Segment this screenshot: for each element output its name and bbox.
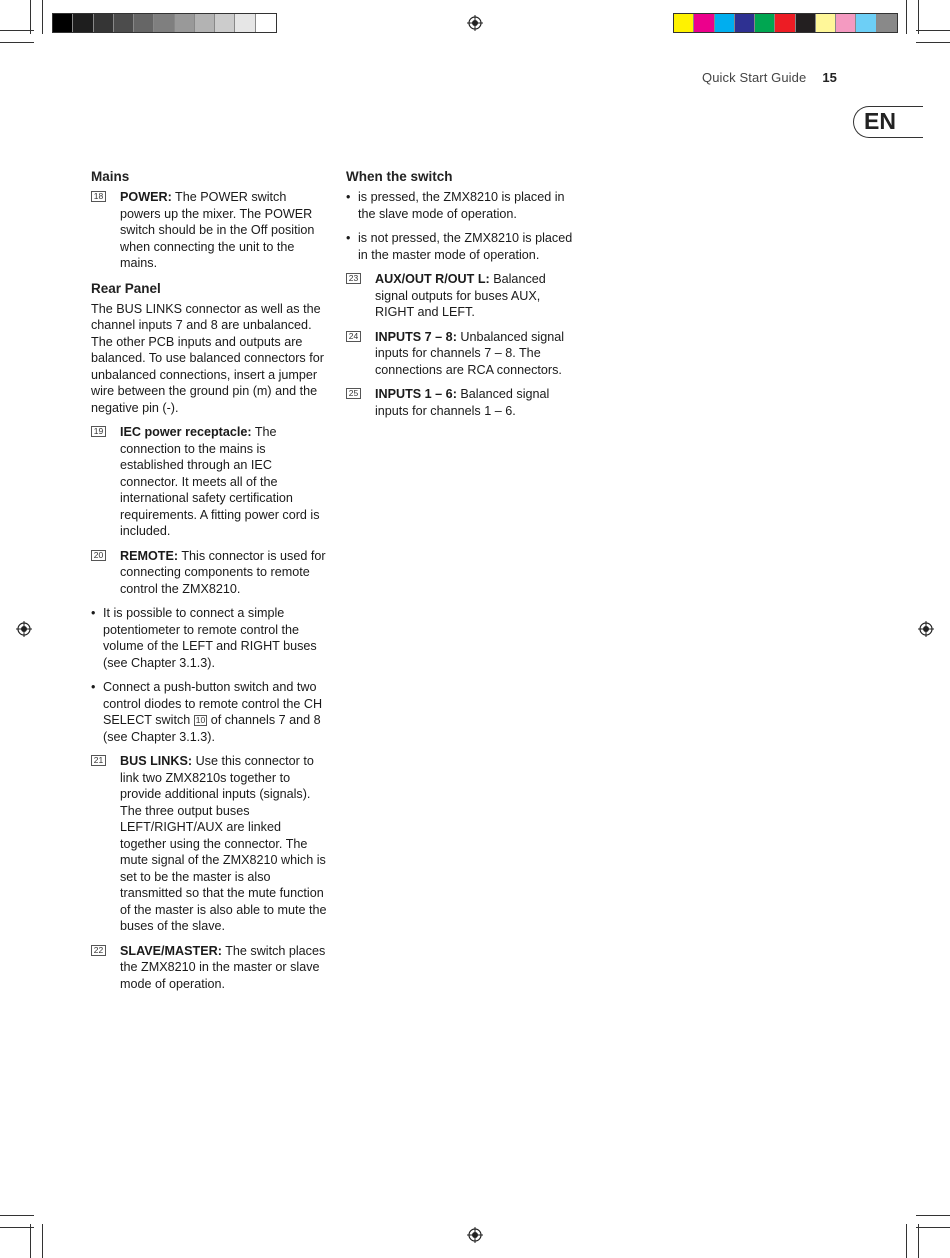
color-swatch-bar (673, 13, 898, 33)
item-25 (346, 386, 582, 419)
guide-title: Quick Start Guide (702, 70, 807, 85)
item-22 (91, 943, 329, 993)
item-label: IEC power receptacle: (120, 425, 252, 439)
grayscale-swatch-bar (52, 13, 277, 33)
bullet-text: of channels 7 and 8 (see Chapter 3.1.3). (103, 713, 321, 744)
item-label: INPUTS 7 – 8: (375, 329, 457, 344)
crop-mark (906, 1224, 907, 1258)
item-20 (91, 548, 329, 598)
color-swatch (836, 14, 856, 32)
item-19 (91, 424, 329, 540)
crop-mark (0, 42, 34, 43)
item-24 (346, 329, 582, 379)
color-swatch (256, 14, 276, 32)
item-text: The switch places the ZMX8210 in the master or slave mode of operation. (120, 943, 326, 991)
crop-mark (916, 42, 950, 43)
running-header (702, 70, 837, 85)
registration-mark-icon (16, 621, 32, 637)
item-number: 22 (91, 945, 106, 956)
bullet-text: Connect a push-button switch and two control diodes to remote control the CH SELECT switch (103, 680, 323, 727)
page-number: 15 (822, 70, 837, 85)
color-swatch (175, 14, 195, 32)
bullet-item: • It is possible to connect a simple potentiometer to remote control the volume of the LEFT and RIGHT buses (see Chapter 3.1.3). (91, 605, 329, 671)
item-label: AUX/OUT R/OUT L: (375, 272, 490, 286)
crop-mark (42, 1224, 43, 1258)
item-text: Balanced signal inputs for channels 1 – 6. (375, 387, 550, 418)
item-18 (91, 189, 329, 272)
language-tab: EN (853, 106, 923, 138)
rear-panel-paragraph: The BUS LINKS connector as well as the channel inputs 7 and 8 are unbalanced. The other PCB inputs and outputs are balanced. To use balanced connectors for unbalanced connections, insert a jumper wire between the ground pin (m) and the negative pin (-). (91, 301, 324, 415)
crop-mark (0, 1227, 34, 1228)
item-text: Unbalanced signal inputs for channels 7 – 8. The connections are RCA connectors. (375, 329, 565, 377)
color-swatch (755, 14, 775, 32)
item-label: INPUTS 1 – 6: (375, 387, 457, 401)
registration-mark-icon (467, 15, 483, 31)
color-swatch (775, 14, 795, 32)
crop-mark (918, 1224, 919, 1258)
mains-heading: Mains (91, 169, 130, 184)
item-21 (91, 753, 329, 935)
color-swatch (735, 14, 755, 32)
crop-mark (42, 0, 43, 34)
crop-mark (30, 1224, 31, 1258)
item-label: SLAVE/MASTER: (120, 943, 222, 958)
crop-mark (916, 1227, 950, 1228)
item-label: REMOTE: (120, 548, 179, 563)
crop-mark (0, 30, 34, 31)
color-swatch (816, 14, 836, 32)
color-swatch (674, 14, 694, 32)
item-text: This connector is used for connecting components to remote control the ZMX8210. (120, 548, 326, 596)
item-number: 20 (91, 550, 106, 561)
crop-mark (0, 1215, 34, 1216)
item-23 (346, 271, 582, 321)
item-label: BUS LINKS: (120, 754, 193, 768)
color-swatch (796, 14, 816, 32)
item-number: 18 (91, 191, 106, 202)
color-swatch (73, 14, 93, 32)
crop-mark (916, 30, 950, 31)
crop-mark (916, 1215, 950, 1216)
bullet-item: • is not pressed, the ZMX8210 is placed in the master mode of operation. (346, 230, 582, 263)
rear-panel-heading: Rear Panel (91, 280, 161, 296)
reference-number: 10 (195, 715, 206, 726)
switch-heading: When the switch (346, 169, 453, 184)
color-swatch (53, 14, 73, 32)
item-text: The POWER switch powers up the mixer. The POWER switch should be in the Off position when connecting the unit to the mains. (120, 190, 315, 270)
crop-mark (30, 0, 31, 34)
item-number: 19 (91, 426, 106, 437)
color-swatch (114, 14, 134, 32)
item-label: POWER: (120, 190, 172, 204)
bullet-item: • is pressed, the ZMX8210 is placed in the slave mode of operation. (346, 189, 582, 222)
crop-mark (918, 0, 919, 34)
color-swatch (694, 14, 714, 32)
registration-mark-icon (918, 621, 934, 637)
item-text: The connection to the mains is established through an IEC connector. It meets all of the international safety certification requirements. A fitting power cord is included. (120, 425, 320, 538)
registration-mark-icon (467, 1227, 483, 1243)
color-swatch (94, 14, 114, 32)
bullet-item (91, 679, 329, 745)
color-swatch (856, 14, 876, 32)
item-text: Use this connector to link two ZMX8210s together to provide additional inputs (signals). The three output buses LEFT/RIGHT/AUX are linked together using the connector. The mute signal of the ZMX8210 which is set to be the master is also transmitted so that the mute function of the master is also able to mute the buses of the slave. (120, 754, 327, 933)
color-swatch (215, 14, 235, 32)
color-swatch (235, 14, 255, 32)
color-swatch (715, 14, 735, 32)
item-text: Balanced signal outputs for buses AUX, RIGHT and LEFT. (375, 272, 546, 319)
item-number: 23 (346, 273, 361, 284)
crop-mark (906, 0, 907, 34)
color-swatch (195, 14, 215, 32)
left-column (91, 168, 329, 1000)
color-swatch (877, 14, 897, 32)
item-number: 24 (346, 331, 361, 342)
item-number: 21 (91, 755, 106, 766)
color-swatch (134, 14, 154, 32)
color-swatch (154, 14, 174, 32)
item-number: 25 (346, 388, 361, 399)
right-column (346, 168, 582, 427)
